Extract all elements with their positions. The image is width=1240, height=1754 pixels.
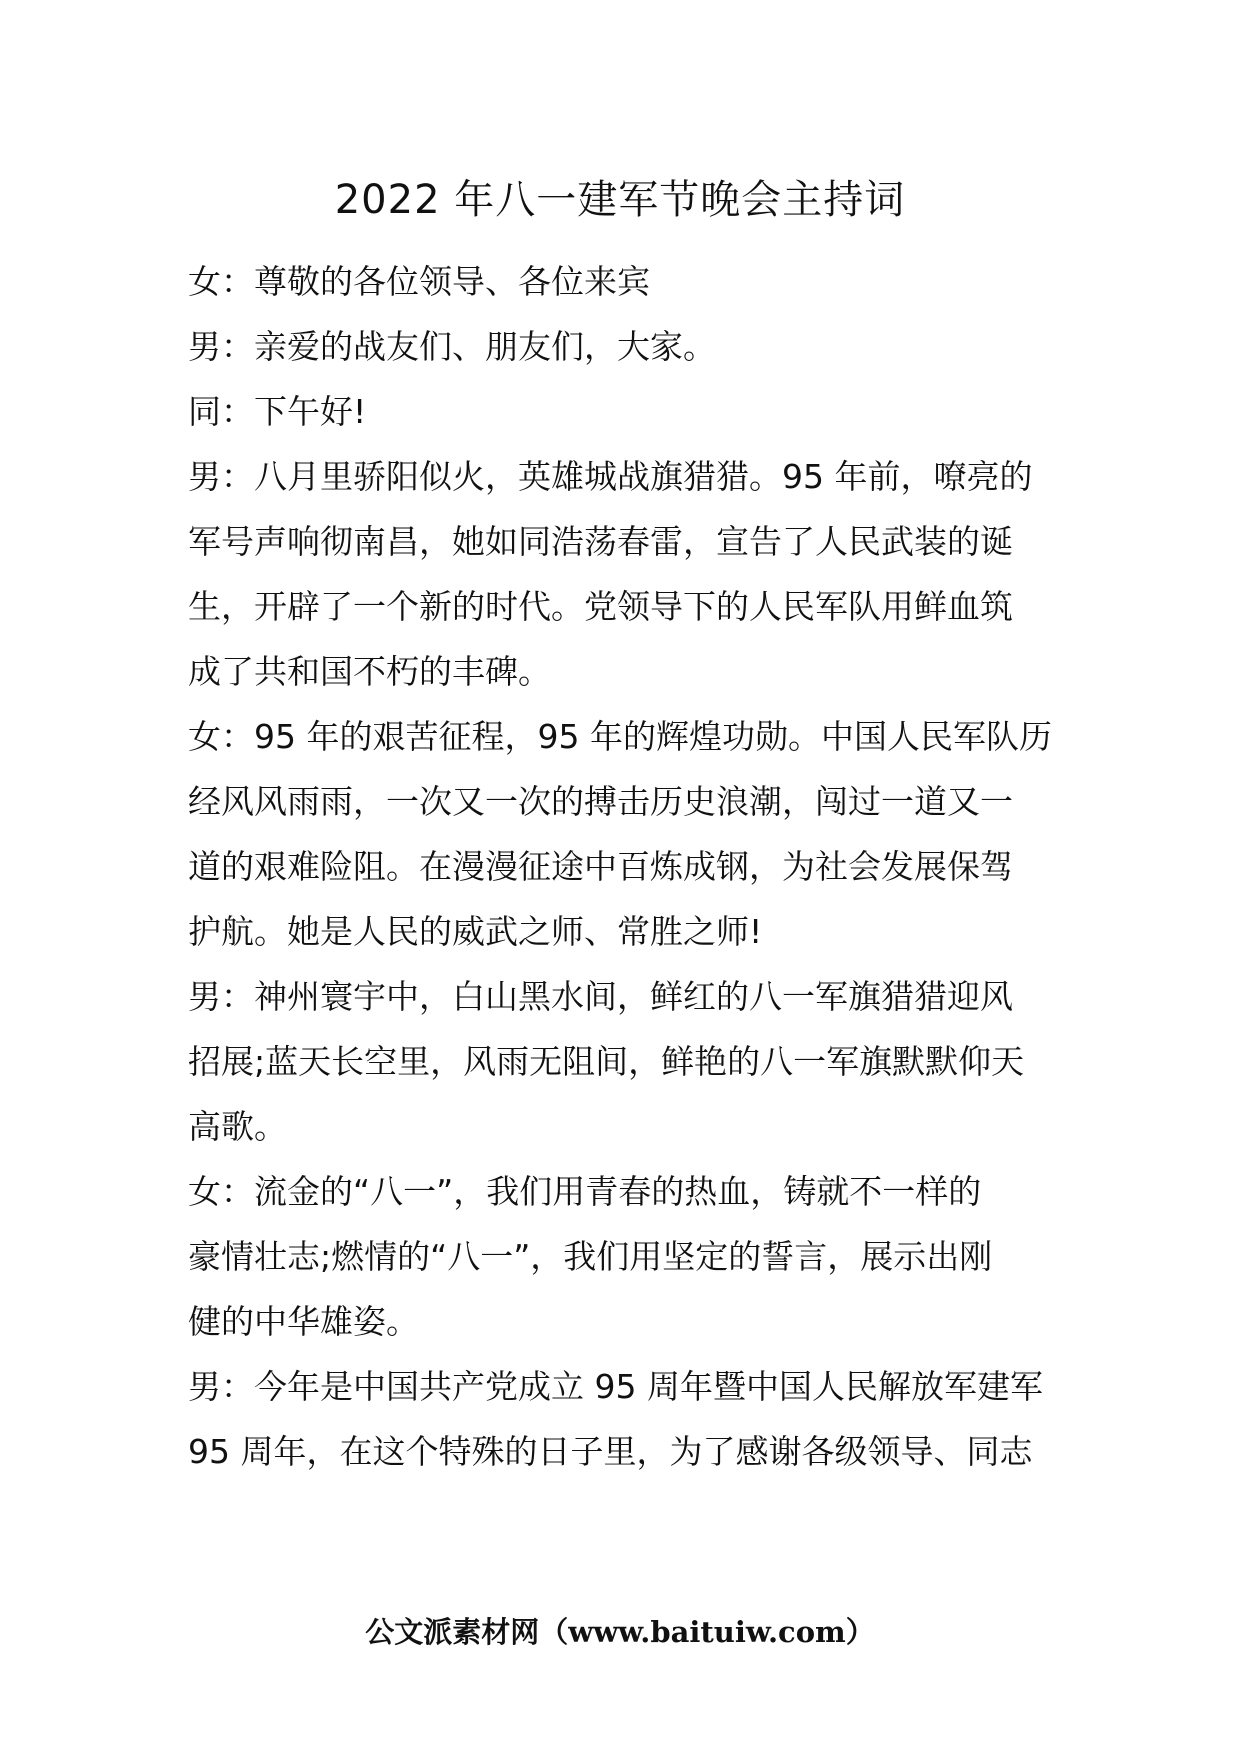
body-line: 男：亲爱的战友们、朋友们，大家。 — [188, 327, 716, 366]
body-line: 男：神州寰宇中，白山黑水间，鲜红的八一军旗猎猎迎风 — [188, 977, 1013, 1016]
body-line: 招展;蓝天长空里，风雨无阻间，鲜艳的八一军旗默默仰天 — [188, 1042, 1025, 1081]
body-line: 女：95 年的艰苦征程，95 年的辉煌功勋。中国人民军队历 — [188, 717, 1052, 756]
body-line: 高歌。 — [188, 1107, 287, 1146]
body-line: 生，开辟了一个新的时代。党领导下的人民军队用鲜血筑 — [188, 587, 1013, 626]
body-line: 成了共和国不朽的丰碑。 — [188, 652, 551, 691]
body-line: 男：八月里骄阳似火，英雄城战旗猎猎。95 年前，嘹亮的 — [188, 457, 1033, 496]
body-line: 同：下午好! — [188, 392, 367, 431]
body-line: 道的艰难险阻。在漫漫征途中百炼成钢，为社会发展保驾 — [188, 847, 1013, 886]
body-line: 经风风雨雨，一次又一次的搏击历史浪潮，闯过一道又一 — [188, 782, 1013, 821]
document-body — [188, 249, 1068, 1484]
document-title: 2022 年八一建军节晚会主持词 — [334, 177, 906, 223]
body-line: 男：今年是中国共产党成立 95 周年暨中国人民解放军建军 — [188, 1367, 1043, 1406]
body-line: 健的中华雄姿。 — [188, 1302, 419, 1341]
body-line: 军号声响彻南昌，她如同浩荡春雷，宣告了人民武装的诞 — [188, 522, 1013, 561]
body-line: 女：尊敬的各位领导、各位来宾 — [188, 262, 650, 301]
body-line: 95 周年，在这个特殊的日子里，为了感谢各级领导、同志 — [188, 1432, 1033, 1471]
body-line: 豪情壮志;燃情的“八一”，我们用坚定的誓言，展示出刚 — [188, 1237, 993, 1276]
body-line: 女：流金的“八一”，我们用青春的热血，铸就不一样的 — [188, 1172, 982, 1211]
page-footer: 公文派素材网（www.baituiw.com） — [365, 1615, 875, 1649]
body-line: 护航。她是人民的威武之师、常胜之师! — [188, 912, 763, 951]
